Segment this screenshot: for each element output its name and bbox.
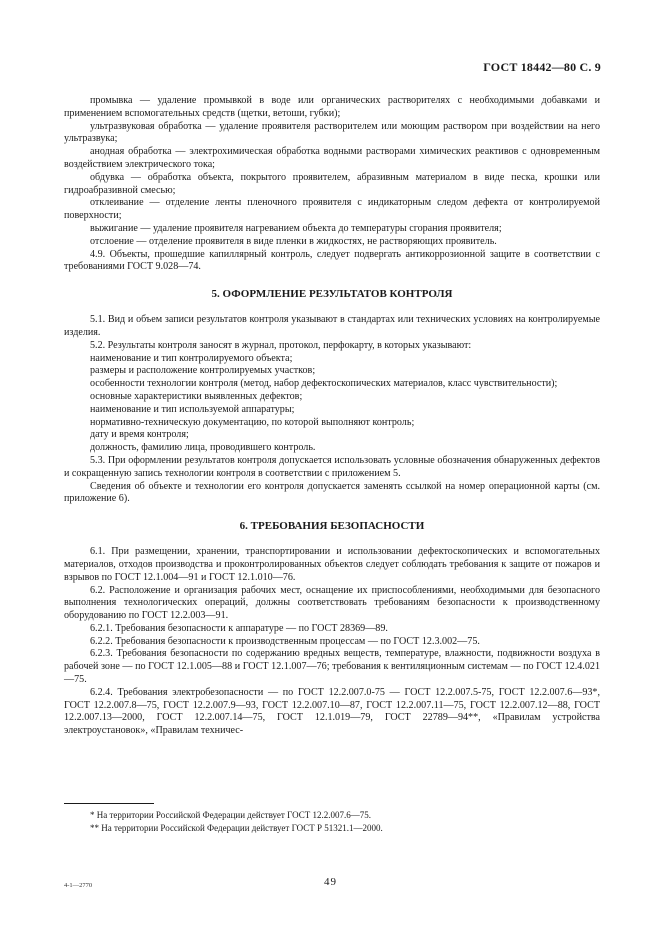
paragraph: наименование и тип используемой аппаратуры;	[90, 403, 295, 415]
paragraph: Сведения об объекте и технологии его контроля допускается заменять ссылкой на номер операционной карты (см. приложение 6).	[64, 480, 600, 505]
footnotes	[64, 809, 600, 834]
paragraph: наименование и тип контролируемого объекта;	[90, 352, 293, 364]
paragraph: ультразвуковая обработка — удаление проявителя растворителем или моющим раствором при воздействии на него ультразвука;	[64, 120, 600, 145]
paragraph: 5.2. Результаты контроля заносят в журнал, протокол, перфокарту, в которых указывают:	[90, 339, 472, 351]
section-6-heading: 6. ТРЕБОВАНИЯ БЕЗОПАСНОСТИ	[239, 520, 425, 533]
paragraph: должность, фамилию лица, проводившего контроль.	[90, 442, 316, 454]
paragraph: выжигание — удаление проявителя нагреванием объекта до температуры сгорания проявителя;	[90, 222, 502, 234]
paragraph: отклеивание — отделение ленты пленочного проявителя с индикаторным следом дефекта от контролируемой поверхности;	[64, 197, 600, 222]
section-6-body	[64, 546, 600, 738]
footnote-divider	[64, 803, 154, 804]
paragraph: 6.2.4. Требования электробезопасности — по ГОСТ 12.2.007.0-75 — ГОСТ 12.2.007.5-75, ГОСТ 12.2.007.6—93*, ГОСТ 12.2.007.8—75, ГОСТ 12.2.007.9—93, ГОСТ 12.2.007.10—87, ГОСТ 12.2.007.11—75, ГОСТ 12.2.007.12—88, ГОСТ 12.2.007.13—2000, ГОСТ 12.2.007.14—75, ГОСТ 12.1.019—79, ГОСТ 22789—94**, «Правилам устройства электроустановок», «Правилам техничес-	[64, 686, 600, 737]
paragraph: нормативно-техническую документацию, по которой выполняют контроль;	[90, 416, 415, 428]
paragraph: 5.3. При оформлении результатов контроля допускается использовать условные обозначения обнаруженных дефектов и сокращенную запись технологии контроля в соответствии с приложением 5.	[64, 454, 600, 479]
paragraph: размеры и расположение контролируемых участков;	[90, 365, 316, 377]
paragraph: 5.1. Вид и объем записи результатов контроля указывают в стандартах или технических условиях на контролируемые изделия.	[64, 314, 600, 338]
document-body	[64, 95, 600, 738]
paragraph: промывка — удаление промывкой в воде или органических растворителях с необходимыми добавками и применением вспомогательных средств (щетки, ветоши, губки);	[64, 95, 600, 119]
section-5-body	[64, 314, 600, 506]
paragraph: особенности технологии контроля (метод, набор дефектоскопических материалов, класс чувствительности);	[90, 378, 558, 390]
paragraph: основные характеристики выявленных дефектов;	[90, 390, 303, 402]
section-5-heading: 5. ОФОРМЛЕНИЕ РЕЗУЛЬТАТОВ КОНТРОЛЯ	[211, 288, 453, 301]
page-number: 49	[324, 876, 337, 888]
definitions-block	[64, 95, 600, 274]
footnote: * На территории Российской Федерации действует ГОСТ 12.2.007.6—75.	[90, 810, 371, 820]
paragraph: 6.1. При размещении, хранении, транспортировании и использовании дефектоскопических и вспомогательных материалов, отходов производства и проконтролированных объектов следует соблюдать требования к защите от пожаров и взрывов по ГОСТ 12.1.004—91 и ГОСТ 12.1.010—76.	[64, 546, 600, 583]
paragraph: 4.9. Объекты, прошедшие капиллярный контроль, следует подвергать антикоррозионной защите в соответствии с требованиями ГОСТ 9.028—74.	[64, 248, 600, 273]
paragraph: 6.2.3. Требования безопасности по содержанию вредных веществ, температуре, влажности, подвижности воздуха в рабочей зоне — по ГОСТ 12.1.005—88 и ГОСТ 12.1.007—76; требования к вентиляционным системам — по ГОСТ 12.4.021—75.	[64, 648, 600, 686]
paragraph: обдувка — обработка объекта, покрытого проявителем, абразивным материалом в виде песка, крошки или гидроабразивной смесью;	[64, 171, 600, 196]
paragraph: дату и время контроля;	[90, 429, 189, 441]
paragraph: 6.2.2. Требования безопасности к производственным процессам — по ГОСТ 12.3.002—75.	[90, 635, 480, 647]
paragraph: отслоение — отделение проявителя в виде пленки в жидкостях, не растворяющих проявитель.	[90, 235, 497, 247]
paragraph: анодная обработка — электрохимическая обработка водными растворами химических реактивов с одновременным воздействием электрического тока;	[64, 146, 600, 170]
paragraph: 6.2. Расположение и организация рабочих мест, оснащение их приспособлениями, необходимыми для безопасного выполнения технологических операций, должны соответствовать требованиям безопасности к производственному оборудованию по ГОСТ 12.2.003—91.	[64, 584, 600, 622]
page-header: ГОСТ 18442—80 С. 9	[483, 60, 601, 74]
print-code: 4-1—2770	[64, 882, 93, 889]
footnote: ** На территории Российской Федерации действует ГОСТ Р 51321.1—2000.	[90, 822, 383, 833]
paragraph: 6.2.1. Требования безопасности к аппаратуре — по ГОСТ 28369—89.	[90, 622, 388, 634]
